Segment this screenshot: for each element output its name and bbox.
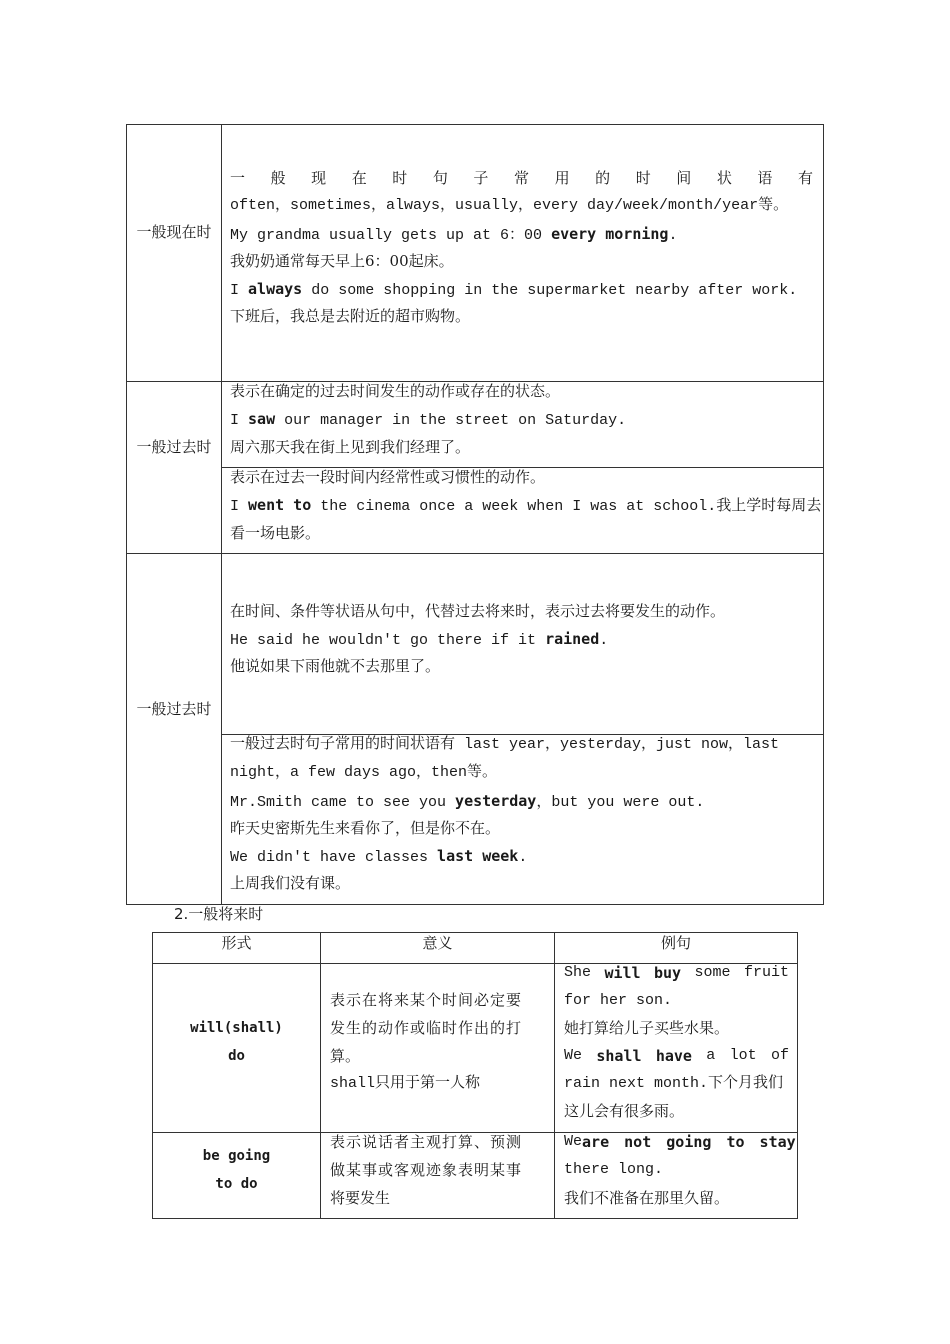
meaning-line: 发生的动作或临时作出的打 (330, 1019, 523, 1037)
content-line: 一般过去时句子常用的时间状语有 last year，yesterday，just now，last (230, 736, 780, 753)
translation: 这儿会有很多雨。 (564, 1102, 685, 1120)
meaning-line: 表示说话者主观打算、预测 (330, 1133, 523, 1151)
keyword: rained (545, 630, 600, 648)
example-sentence: there long. (564, 1161, 664, 1178)
keyword: shall (596, 1047, 642, 1065)
translation: 下班后，我总是去附近的超市购物。 (230, 307, 471, 325)
keyword: will (604, 964, 641, 982)
content-line: 表示在确定的过去时间发生的动作或存在的状态。 (230, 382, 561, 400)
keyword: are not going to stay (582, 1133, 796, 1151)
example-sentence: I saw our manager in the street on Saturday. (230, 410, 627, 429)
example-sentence: We didn't have classes last week. (230, 847, 528, 866)
meaning-line: 表示在将来某个时间必定要 (330, 991, 523, 1009)
keyword: buy (653, 964, 682, 982)
keyword: saw (248, 410, 276, 428)
row-divider (126, 553, 824, 554)
example-sentence: We shall have a lot of (564, 1042, 789, 1070)
keyword: last week (437, 847, 519, 865)
row-label-simple-present: 一般现在时 (136, 223, 212, 241)
keyword: yesterday (455, 792, 537, 810)
translation: 她打算给儿子买些水果。 (564, 1019, 730, 1037)
example-sentence: I went to the cinema once a week when I was at school.我上学时每周去 (230, 496, 822, 515)
translation: 看一场电影。 (230, 524, 321, 542)
content-line: 在时间、条件等状语从句中，代替过去将来时，表示过去将要发生的动作。 (230, 602, 726, 620)
translation: 我们不准备在那里久留。 (564, 1189, 730, 1207)
column-divider (554, 932, 555, 1219)
form-will-shall: will(shall) (190, 1020, 283, 1036)
keyword: always (248, 280, 303, 298)
row-label-simple-past: 一般过去时 (136, 438, 212, 456)
form-be-going-to: to do (215, 1176, 258, 1192)
header-form: 形式 (221, 934, 252, 952)
content-line: often，sometimes，always，usually，every day/week/month/year等。 (230, 197, 789, 214)
example-sentence: for her son. (564, 992, 673, 1009)
column-divider (320, 932, 321, 1219)
form-be-going-to: be going (202, 1148, 271, 1164)
keyword: went to (248, 496, 312, 514)
example-sentence: She will buy some fruit (564, 959, 789, 987)
keyword: every morning (551, 225, 669, 243)
meaning-line: 做某事或客观迹象表明某事 (330, 1161, 523, 1179)
form-will-shall: do (228, 1048, 245, 1064)
example-sentence: rain next month.下个月我们 (564, 1075, 784, 1092)
meaning-line: shall只用于第一人称 (330, 1075, 481, 1092)
keyword: have (655, 1047, 692, 1065)
section-heading: 2.一般将来时 (174, 905, 264, 923)
example-sentence: We are not going to stay (564, 1128, 789, 1156)
translation: 周六那天我在街上见到我们经理了。 (230, 438, 471, 456)
example-sentence: Mr.Smith came to see you yesterday，but you were out. (230, 792, 705, 811)
translation: 他说如果下雨他就不去那里了。 (230, 657, 441, 675)
header-example: 例句 (660, 934, 691, 952)
meaning-line: 将要发生 (330, 1189, 391, 1207)
content-line: 一般现在时句子常用的时间状语有 (230, 169, 815, 187)
meaning-line: 算。 (330, 1047, 361, 1065)
example-sentence: He said he wouldn't go there if it rained. (230, 630, 609, 649)
translation: 我奶奶通常每天早上6：00起床。 (230, 252, 454, 270)
row-label-simple-past: 一般过去时 (136, 700, 212, 718)
column-divider (221, 124, 222, 905)
content-line: 表示在过去一段时间内经常性或习惯性的动作。 (230, 468, 546, 486)
example-sentence: I always do some shopping in the supermarket nearby after work. (230, 280, 798, 299)
content-line: night，a few days ago，then等。 (230, 764, 498, 781)
translation: 昨天史密斯先生来看你了，但是你不在。 (230, 819, 501, 837)
translation: 上周我们没有课。 (230, 874, 351, 892)
header-meaning: 意义 (422, 934, 453, 952)
example-sentence: My grandma usually gets up at 6：00 every morning. (230, 225, 678, 244)
